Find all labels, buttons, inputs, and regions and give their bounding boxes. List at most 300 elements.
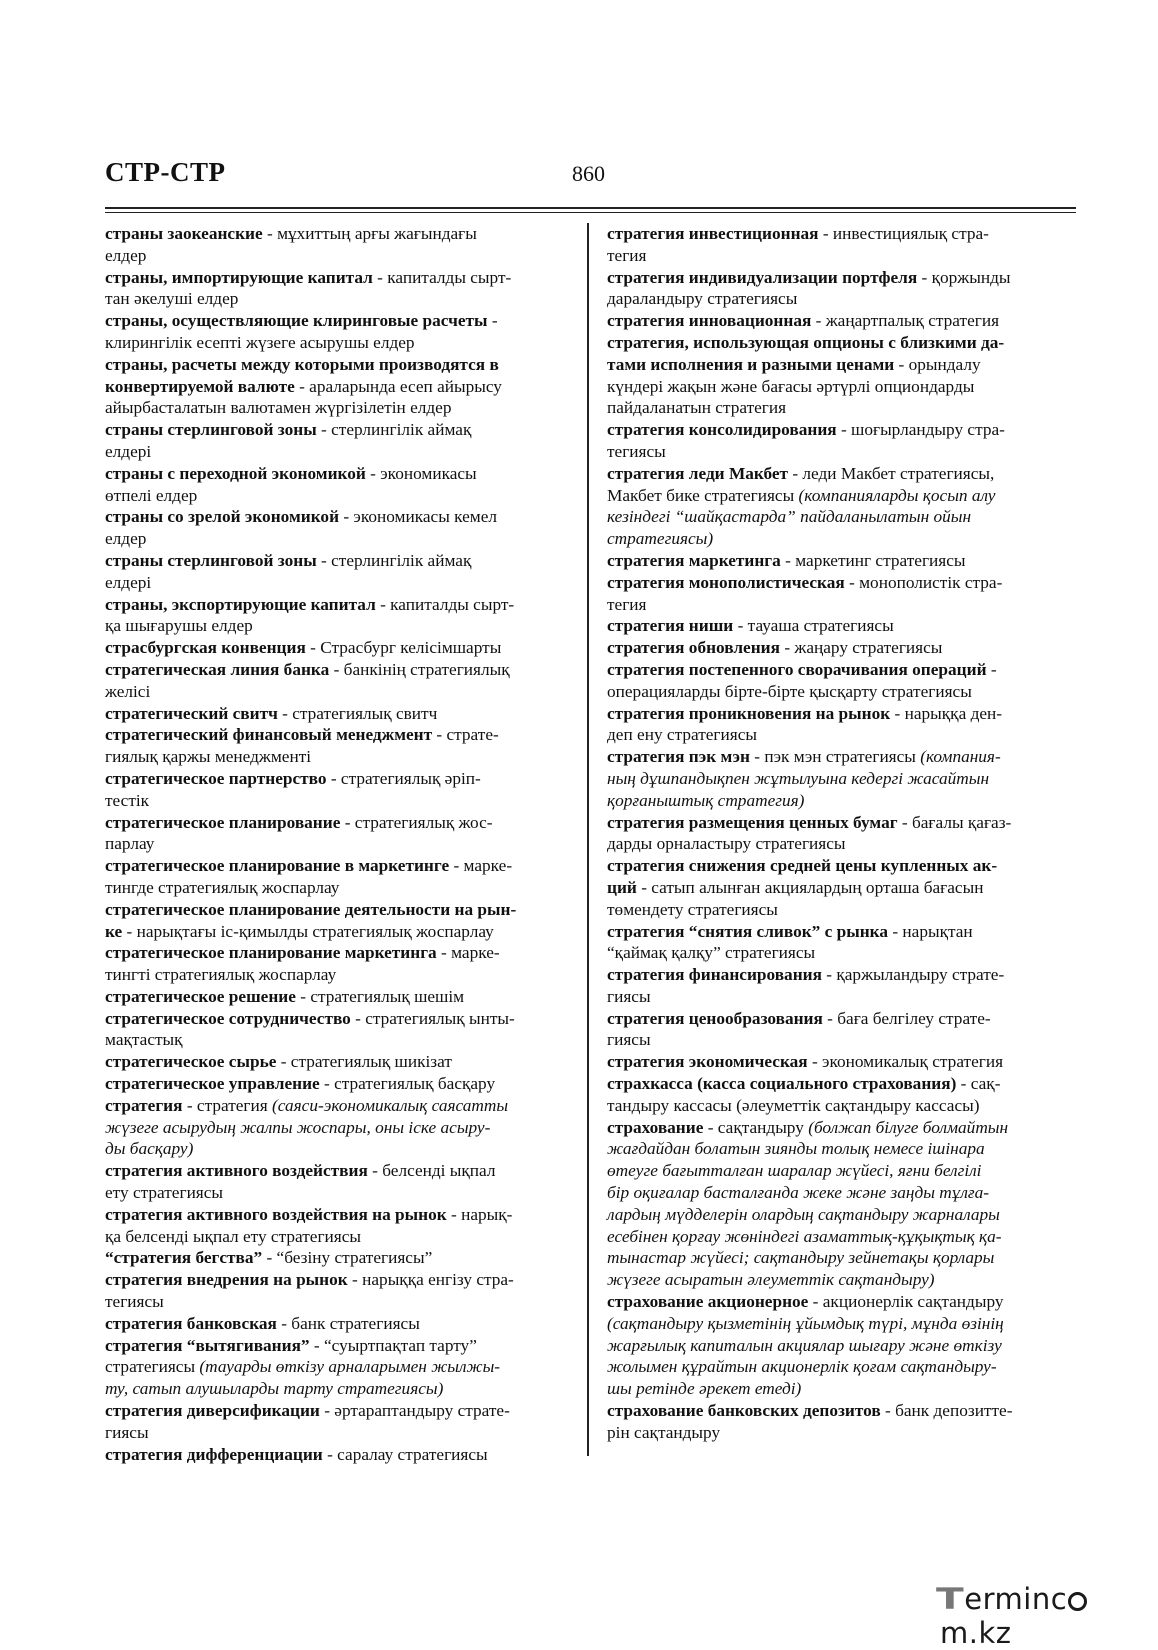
dictionary-entry [105,768,572,812]
entry-line [607,724,1073,746]
entry-translation: - орындалу [894,354,981,374]
entry-term: страсбургская конвенция [105,638,306,658]
dictionary-entry [105,419,572,463]
entry-line [105,1204,572,1226]
entry-term: страны со зрелой экономикой [105,507,340,527]
entry-translation: - банкінің стратегиялық [329,659,510,679]
entry-translation: - экономикасы [365,463,477,483]
entry-term: ций [607,877,637,897]
entry-translation: гиясы [105,1422,149,1442]
entry-line [607,921,1073,943]
entry-line [607,768,1073,790]
entry-gloss: жолымен құрайтын акционерлік қоғам сақтандыру- [607,1357,997,1377]
entry-line [105,1356,572,1378]
entry-term: стратегическое управление [105,1074,320,1094]
entry-translation: - нарықтан [888,921,973,941]
entry-line [607,1029,1073,1051]
entry-line [607,1160,1073,1182]
entry-translation: - сақтандыру [703,1117,809,1137]
entry-line [105,921,572,943]
logo-o-icon [1068,1592,1087,1611]
entry-translation: желісі [105,681,151,701]
dictionary-entry [105,1051,572,1073]
entry-translation: гиясы [607,986,651,1006]
entry-term: стратегическое решение [105,986,296,1006]
entry-translation: тан әкелуші елдер [105,289,239,309]
entry-line [607,245,1073,267]
entry-translation: - саралау стратегиясы [322,1444,488,1464]
dictionary-entry [105,855,572,899]
running-head: СТР-СТР [105,157,226,187]
entry-translation: - мұхиттың арғы жағындағы [262,224,477,243]
entry-term: страны заокеанские [105,224,263,243]
entry-line [607,1356,1073,1378]
entry-line [105,1095,572,1117]
entry-translation: Макбет бике стратегиясы [607,485,799,505]
entry-translation: - маркетинг стратегиясы [780,550,966,570]
entry-line [105,1008,572,1030]
entry-line [607,942,1073,964]
dictionary-entry [105,1400,572,1444]
entry-term: стратегия активного воздействия [105,1161,368,1181]
dictionary-entry [105,1269,572,1313]
entry-term: страны, осуществляющие клиринговые расчеты [105,311,488,331]
page-number: 860 [572,161,605,186]
entry-translation: рін сақтандыру [607,1422,721,1442]
entry-term: стратегия индивидуализации портфеля [607,267,918,287]
entry-line [607,790,1073,812]
entry-line [607,1400,1073,1422]
entry-line [105,267,572,289]
entry-gloss: шы ретінде әрекет етеді) [607,1379,802,1399]
entry-translation: стратегиясы [105,1357,200,1377]
dictionary-entry [607,703,1073,747]
entry-line [105,223,572,245]
entry-line [607,1226,1073,1248]
entry-translation: - стратегиялық свитч [277,703,438,723]
header-rule-thick [105,207,1076,209]
entry-translation: - экономикалық стратегия [807,1052,1004,1072]
entry-line [105,659,572,681]
entry-line [105,1051,572,1073]
entry-translation: тандыру кассасы (әлеуметтік сақтандыру кассасы) [607,1095,980,1115]
dictionary-entry [105,267,572,311]
entry-term: страны стерлинговой зоны [105,550,317,570]
entry-line [105,964,572,986]
entry-translation: - стратегиялық жос- [340,812,493,832]
entry-term: конвертируемой валюте [105,376,295,396]
entry-line [607,528,1073,550]
entry-line [105,1291,572,1313]
entry-term: стратегия внедрения на рынок [105,1270,348,1290]
entry-line [607,1422,1073,1444]
entry-line [105,703,572,725]
dictionary-entry [105,703,572,725]
entry-gloss: тынастар жүйесі; сақтандыру зейнетақы қорлары [607,1248,995,1268]
logo-text-part2: m.kz [940,1616,1012,1650]
entry-translation: - марке- [436,943,500,963]
dictionary-entry [607,419,1073,463]
entry-term: стратегия проникновения на рынок [607,703,891,723]
entry-term: страны с переходной экономикой [105,463,366,483]
entry-translation: мақтастық [105,1030,183,1050]
entry-term: тами исполнения и разными ценами [607,354,895,374]
entry-translation: - стратегиялық ынты- [350,1008,515,1028]
entry-gloss: есебінен қорғау жөніндегі азаматтық-құқықтық қа- [607,1226,1002,1246]
dictionary-entry [105,594,572,638]
entry-line [105,615,572,637]
entry-line [105,637,572,659]
entry-translation: - монополистік стра- [844,572,1003,592]
entry-gloss: (тауарды өткізу арналарымен жылжы- [199,1357,501,1377]
entry-line [607,354,1073,376]
entry-term: стратегия, использующая опционы с близкими да- [607,332,1005,352]
entry-translation: - стратегия [182,1095,273,1115]
dictionary-entry [105,942,572,986]
entry-term: стратегия леди Макбет [607,463,789,483]
entry-line [607,1138,1073,1160]
entry-line [105,681,572,703]
entry-translation: - стратегиялық әріп- [326,768,481,788]
entry-translation: - белсенді ықпал [367,1161,496,1181]
entry-line [607,441,1073,463]
entry-line [607,1313,1073,1335]
entry-translation: тегия [607,594,647,614]
dictionary-entry [105,1444,572,1466]
entry-translation: дарды орналастыру стратегиясы [607,834,846,854]
entry-term: стратегия ниши [607,616,734,636]
entry-term: стратегия ценообразования [607,1008,823,1028]
entry-translation: тегиясы [105,1292,164,1312]
dictionary-entry [607,921,1073,965]
entry-translation: парлау [105,834,155,854]
entry-term: стратегия дифференциации [105,1444,323,1464]
entry-translation: - жаңару стратегиясы [780,638,943,658]
entry-translation: - баға белгілеу страте- [822,1008,991,1028]
entry-line [105,594,572,616]
termincom-logo [935,1582,1158,1650]
entry-translation: - пэк мэн стратегиясы [749,747,921,767]
entry-term: страны, импортирующие капитал [105,267,373,287]
dictionary-entry [607,659,1073,703]
entry-gloss: (компанияларды қосып алу [798,485,996,505]
entry-line [607,1117,1073,1139]
entry-line [607,615,1073,637]
entry-gloss: қорғаныштық стратегия) [607,790,805,810]
entry-gloss: жүзеге асыратын әлеуметтік сақтандыру) [607,1270,935,1290]
entry-gloss: (сақтандыру қызметінің ұйымдық түрі, мұнда өзінің [607,1313,1004,1333]
dictionary-entry [105,1095,572,1160]
entry-gloss: жағдайдан болатын зиянды толық немесе ішінара [607,1139,985,1159]
entry-translation: елдер [105,529,147,549]
entry-translation: - страте- [432,725,499,745]
dictionary-entry [607,1291,1073,1400]
entry-line [105,1138,572,1160]
entry-term: стратегическое планирование маркетинга [105,943,437,963]
entry-line [105,1422,572,1444]
entry-line [105,528,572,550]
dictionary-entry [607,615,1073,637]
entry-term: стратегия банковская [105,1313,277,1333]
entry-line [105,986,572,1008]
entry-translation: қа шығарушы елдер [105,616,253,636]
dictionary-entry [105,223,572,267]
entry-translation: - тауаша стратегиясы [733,616,894,636]
entry-term: стратегия “снятия сливок” с рынка [607,921,889,941]
entry-line [105,1226,572,1248]
entry-term: страны стерлинговой зоны [105,420,317,440]
entry-translation: - әртараптандыру страте- [319,1401,510,1421]
entry-translation: - нарықтағы іс-қимылды стратегиялық жоспарлау [122,921,494,941]
entry-line [105,724,572,746]
dictionary-entry [105,812,572,856]
dictionary-entry [607,855,1073,920]
dictionary-entry [105,550,572,594]
entry-translation: - жаңартпалық стратегия [811,311,1000,331]
dictionary-entry [105,724,572,768]
dictionary-entry [105,310,572,354]
entry-line [105,506,572,528]
entry-translation: - сатып алынған акциялардың орташа бағасын [636,877,984,897]
entry-line [607,1378,1073,1400]
entry-term: стратегия размещения ценных бумаг [607,812,898,832]
entry-term: страны, экспортирующие капитал [105,594,376,614]
entry-line [607,376,1073,398]
entry-translation: гиясы [607,1030,651,1050]
entry-gloss: кезіндегі “шайқастарда” пайдаланылатын ойын [607,507,972,527]
entry-translation: күндері жақын және бағасы әртүрлі опциондарды [607,376,975,396]
entry-translation: - сақ- [956,1074,1001,1094]
entry-translation: операцияларды бірте-бірте қысқарту стратегиясы [607,681,972,701]
entry-translation: өтпелі елдер [105,485,198,505]
entry-translation: - марке- [449,856,513,876]
entry-gloss: (саяси-экономикалық саясатты [272,1095,509,1115]
entry-gloss: ту, сатып алушыларды тарту стратегиясы) [105,1379,444,1399]
dictionary-entry [607,550,1073,572]
entry-line [105,1444,572,1466]
entry-line [607,223,1073,245]
entry-term: стратегия снижения средней цены купленных ак- [607,856,998,876]
entry-line [105,441,572,463]
entry-term: стратегическое сырье [105,1052,277,1072]
entry-line [607,899,1073,921]
dictionary-entry [105,506,572,550]
entry-line [105,942,572,964]
entry-line [105,1117,572,1139]
entry-translation: ету стратегиясы [105,1183,224,1203]
entry-term: страхование акционерное [607,1292,809,1312]
entry-line [607,572,1073,594]
entry-line [105,1160,572,1182]
entry-line [607,812,1073,834]
entry-line [105,899,572,921]
entry-line [105,550,572,572]
entry-line [105,812,572,834]
entry-translation: айырбасталатын валютамен жүргізілетін елдер [105,398,452,418]
entry-line [607,550,1073,572]
entry-line [105,833,572,855]
entry-translation: гиялық қаржы менеджменті [105,747,312,767]
entry-gloss: өтеуге бағытталған шаралар жүйесі, яғни белгілі [607,1161,982,1181]
entry-line [105,397,572,419]
entry-term: ке [105,921,123,941]
dictionary-entry [105,1073,572,1095]
entry-translation: дараландыру стратегиясы [607,289,798,309]
entry-translation: - экономикасы кемел [339,507,498,527]
entry-term: стратегия активного воздействия на рынок [105,1204,447,1224]
entry-line [607,397,1073,419]
entry-line [607,1008,1073,1030]
entry-term: стратегия инновационная [607,311,812,331]
entry-translation: - бағалы қағаз- [897,812,1012,832]
entry-term: стратегия экономическая [607,1052,808,1072]
entry-translation: елдері [105,441,152,461]
entry-line [105,1073,572,1095]
entry-line [607,463,1073,485]
logo-t: T [935,1582,965,1616]
dictionary-entry [607,310,1073,332]
logo-text-part1: erminc [964,1582,1068,1616]
entry-line [607,681,1073,703]
entry-translation: деп ену стратегиясы [607,725,757,745]
entry-line [105,245,572,267]
entry-line [105,1378,572,1400]
dictionary-entry [105,354,572,419]
entry-line [105,1182,572,1204]
entry-term: стратегия “вытягивания” [105,1335,310,1355]
entry-term: страхование банковских депозитов [607,1401,881,1421]
dictionary-column-left [105,223,572,1465]
entry-translation: - нарыққа енгізу стра- [347,1270,514,1290]
entry-line [105,332,572,354]
dictionary-entry [607,1073,1073,1117]
entry-term: стратегия постепенного сворачивания операций [607,659,987,679]
header-rule-thin [105,212,1076,213]
entry-translation: - банк депозитте- [880,1401,1013,1421]
entry-translation: - стратегиялық шикізат [276,1052,452,1072]
entry-line [607,419,1073,441]
entry-line [105,310,572,332]
entry-line [607,310,1073,332]
entry-line [607,659,1073,681]
dictionary-entry [607,1117,1073,1291]
dictionary-entry [105,1313,572,1335]
entry-translation: пайдаланатын стратегия [607,398,787,418]
dictionary-entry [105,1335,572,1400]
entry-term: стратегия диверсификации [105,1401,320,1421]
entry-gloss: бір оқиғалар басталғанда жеке және заңды тұлға- [607,1183,990,1203]
dictionary-entry [105,986,572,1008]
dictionary-entry [105,1247,572,1269]
entry-translation: клирингілік есепті жүзеге асырушы елдер [105,332,415,352]
entry-term: стратегическая линия банка [105,659,330,679]
entry-translation: - капиталды сырт- [372,267,512,287]
entry-line [607,877,1073,899]
dictionary-entry [607,267,1073,311]
entry-translation: - қаржыландыру страте- [821,965,1005,985]
entry-line [607,485,1073,507]
entry-term: страхкасса (касса социального страхования) [607,1074,957,1094]
entry-line [105,376,572,398]
entry-term: стратегическое планирование в маркетинге [105,856,450,876]
dictionary-entry [607,223,1073,267]
entry-term: стратегическое планирование [105,812,341,832]
entry-term: стратегический финансовый менеджмент [105,725,433,745]
dictionary-entry [607,332,1073,419]
entry-line [105,463,572,485]
entry-gloss: жарғылық капиталын акциялар шығару және өткізу [607,1335,1002,1355]
entry-translation: - “суыртпақтап тарту” [309,1335,477,1355]
entry-translation: - қоржынды [917,267,1011,287]
entry-line [105,768,572,790]
dictionary-entry [607,1008,1073,1052]
entry-translation: тингде стратегиялық жоспарлау [105,877,340,897]
entry-line [105,354,572,376]
entry-term: страны, расчеты между которыми производятся в [105,354,499,374]
entry-line [607,1095,1073,1117]
entry-line [607,986,1073,1008]
entry-translation: - араларында есеп айырысу [294,376,502,396]
entry-gloss: ды басқару) [105,1139,194,1159]
dictionary-entry [607,1051,1073,1073]
entry-translation: “қаймақ қалқу” стратегиясы [607,943,816,963]
entry-line [607,1269,1073,1291]
dictionary-entry [607,746,1073,811]
entry-term: стратегическое сотрудничество [105,1008,351,1028]
entry-translation: - стерлингілік аймақ [316,420,472,440]
entry-translation: - банк стратегиясы [276,1313,420,1333]
dictionary-entry [607,572,1073,616]
entry-line [105,419,572,441]
entry-line [607,703,1073,725]
entry-translation: - стерлингілік аймақ [316,550,472,570]
dictionary-entry [607,812,1073,856]
entry-line [105,572,572,594]
entry-line [607,1291,1073,1313]
entry-term: стратегия консолидирования [607,420,837,440]
entry-line [607,1247,1073,1269]
entry-line [607,506,1073,528]
dictionary-entry [105,659,572,703]
entry-term: стратегический свитч [105,703,278,723]
entry-term: стратегия маркетинга [607,550,781,570]
entry-line [105,1269,572,1291]
entry-line [105,790,572,812]
entry-translation: елдері [105,572,152,592]
dictionary-entry [607,463,1073,550]
entry-translation: - [986,659,997,679]
entry-line [105,1313,572,1335]
dictionary-entry [105,463,572,507]
entry-translation: төмендету стратегиясы [607,899,778,919]
entry-line [607,746,1073,768]
entry-translation: тегия [607,245,647,265]
entry-line [607,332,1073,354]
entry-translation: тингті стратегиялық жоспарлау [105,965,337,985]
entry-translation: - акционерлік сақтандыру [808,1292,1004,1312]
dictionary-entry [607,964,1073,1008]
entry-translation: - нарыққа ден- [890,703,1003,723]
entry-gloss: лардың мүдделерін олардың сақтандыру жарналары [607,1204,1000,1224]
entry-line [105,1029,572,1051]
dictionary-entry [105,899,572,943]
entry-line [607,1335,1073,1357]
entry-gloss: ның дұшпандықпен жұтылуына кедергі жасайтын [607,768,990,788]
entry-gloss: стратегиясы) [607,529,714,549]
entry-term: стратегия [105,1095,183,1115]
entry-line [607,637,1073,659]
entry-term: стратегическое планирование деятельности на рын- [105,899,517,919]
